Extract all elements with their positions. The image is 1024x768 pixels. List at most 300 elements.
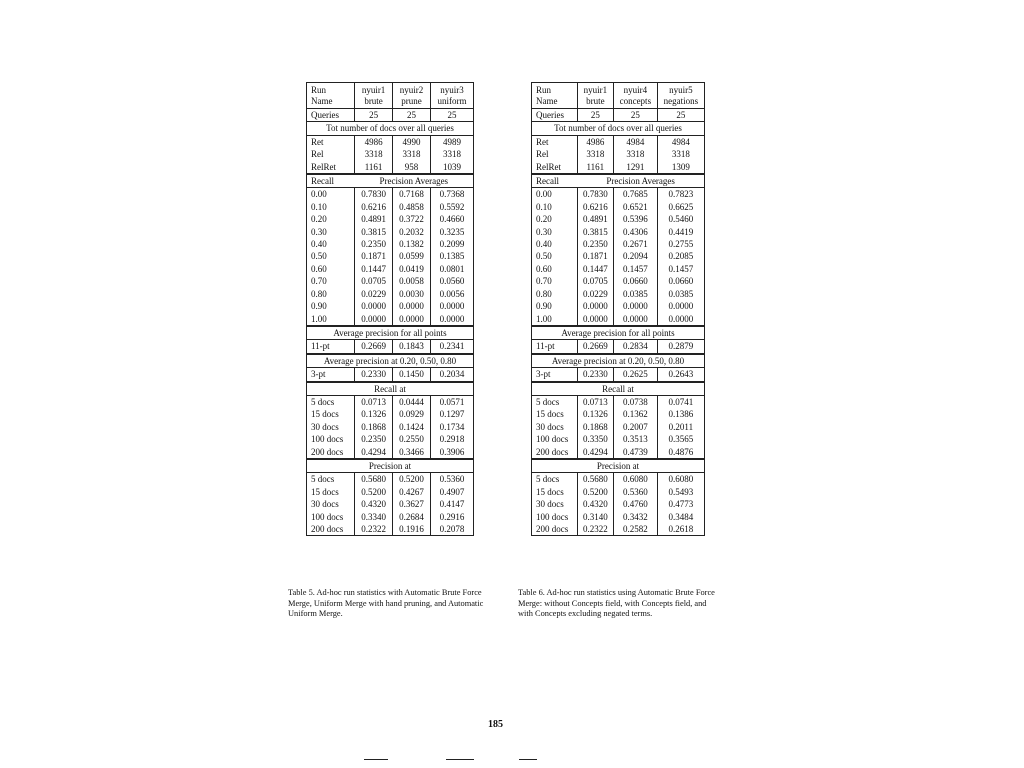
value-cell: 0.5592 [430, 201, 473, 213]
row-label: 15 docs [311, 486, 339, 497]
value-cell: 0.3432 [613, 511, 657, 523]
value-cell: 0.3140 [577, 511, 613, 523]
table-row [307, 368, 474, 382]
value-cell: 0.3815 [355, 226, 393, 238]
value-cell: 0.7685 [613, 188, 657, 201]
value-cell: 25 [355, 109, 393, 122]
value-cell: 0.1424 [393, 421, 431, 433]
value-cell: 0.2085 [657, 250, 704, 262]
value-cell: 0.2099 [430, 238, 473, 250]
value-cell: 0.0229 [577, 288, 613, 300]
value-cell: 0.1868 [355, 421, 393, 433]
value-cell: 0.1734 [430, 421, 473, 433]
row-label: 30 docs [536, 421, 564, 432]
value-cell: 0.6625 [657, 201, 704, 213]
value-cell: 1309 [657, 161, 704, 174]
value-cell: 0.0229 [355, 288, 393, 300]
queries-label: Queries [307, 109, 355, 122]
value-cell: 0.1868 [577, 421, 613, 433]
row-label: 5 docs [536, 396, 560, 407]
value-cell: 0.1297 [430, 408, 473, 420]
table-row [532, 486, 705, 498]
value-cell: 0.4858 [393, 201, 431, 213]
row-label: 200 docs [532, 523, 578, 536]
precision-at-section [307, 459, 474, 473]
value-cell: 0.1326 [577, 408, 613, 420]
table-row [307, 161, 474, 174]
table-row [307, 433, 474, 445]
value-cell: 0.2669 [577, 340, 613, 354]
table-row [532, 433, 705, 445]
run-sub: brute [586, 96, 605, 106]
value-cell: 3318 [657, 148, 704, 160]
value-cell: 0.4773 [657, 498, 704, 510]
run-column-header [430, 83, 473, 109]
run-sub: negations [663, 96, 699, 106]
value-cell: 3318 [577, 148, 613, 160]
table-row [307, 473, 474, 486]
value-cell: 0.7830 [355, 188, 393, 201]
value-cell: 0.4760 [613, 498, 657, 510]
row-label: 5 docs [311, 396, 335, 407]
value-cell: 0.0000 [430, 300, 473, 312]
value-cell: 0.7168 [393, 188, 431, 201]
value-cell: 0.0000 [613, 300, 657, 312]
table-row [532, 263, 705, 275]
precision-at-section-title: Precision at [307, 459, 474, 473]
value-cell: 0.2834 [613, 340, 657, 354]
value-cell: 1161 [577, 161, 613, 174]
value-cell: 0.2755 [657, 238, 704, 250]
value-cell: 0.0929 [393, 408, 431, 420]
value-cell: 0.0713 [577, 395, 613, 408]
value-cell: 0.2078 [430, 523, 473, 536]
table-5 [306, 82, 474, 536]
run-column-header [613, 83, 657, 109]
table-row [307, 300, 474, 312]
value-cell: 0.3513 [613, 433, 657, 445]
value-cell: 0.2032 [393, 226, 431, 238]
value-cell: 0.2618 [657, 523, 704, 536]
value-cell: 0.6080 [613, 473, 657, 486]
value-cell: 0.2350 [577, 238, 613, 250]
value-cell: 0.2322 [577, 523, 613, 536]
table-row [307, 263, 474, 275]
precision-averages-header [307, 174, 474, 188]
value-cell: 0.1916 [393, 523, 431, 536]
value-cell: 0.3722 [393, 213, 431, 225]
row-label: 1.00 [532, 313, 578, 326]
value-cell: 0.5360 [430, 473, 473, 486]
avg-all-section [307, 326, 474, 340]
value-cell: 0.2007 [613, 421, 657, 433]
value-cell: 0.3235 [430, 226, 473, 238]
footer-rule [446, 759, 474, 760]
value-cell: 0.5200 [355, 486, 393, 498]
value-cell: 0.3484 [657, 511, 704, 523]
value-cell: 0.0058 [393, 275, 431, 287]
run-name: nyuir1 [583, 85, 608, 95]
row-label: 100 docs [536, 434, 569, 445]
table-row [532, 135, 705, 148]
value-cell: 4989 [430, 135, 473, 148]
value-cell: 0.5680 [577, 473, 613, 486]
row-label: 30 docs [311, 421, 339, 432]
value-cell: 0.1843 [393, 340, 431, 354]
row-label: 0.50 [311, 251, 327, 262]
table-row [532, 395, 705, 408]
avg-all-section [532, 326, 705, 340]
value-cell: 0.6521 [613, 201, 657, 213]
value-cell: 0.4267 [393, 486, 431, 498]
recall-at-section [307, 382, 474, 396]
value-cell: 0.2341 [430, 340, 473, 354]
value-cell: 0.4891 [355, 213, 393, 225]
value-cell: 0.2350 [355, 433, 393, 445]
table-row [307, 498, 474, 510]
row-label: Ret [311, 136, 324, 147]
value-cell: 0.6216 [355, 201, 393, 213]
value-cell: 0.0705 [577, 275, 613, 287]
value-cell: 0.7823 [657, 188, 704, 201]
value-cell: 0.1450 [393, 368, 431, 382]
row-label: 0.40 [536, 239, 552, 250]
table-row [532, 368, 705, 382]
avg3-section-title: Average precision at 0.20, 0.50, 0.80 [307, 354, 474, 368]
value-cell: 0.1385 [430, 250, 473, 262]
value-cell: 0.0000 [430, 313, 473, 326]
avg3-section [532, 354, 705, 368]
table-5-caption: Table 5. Ad-hoc run statistics with Automatic Brute Force Merge, Uniform Merge with hand pruning, and Automatic Uniform Merge. [288, 588, 484, 618]
row-label: 0.10 [311, 201, 327, 212]
value-cell: 3318 [355, 148, 393, 160]
pt11-label: 11-pt [307, 340, 355, 354]
row-label: 100 docs [311, 511, 344, 522]
value-cell: 0.0738 [613, 395, 657, 408]
table-row [532, 300, 705, 312]
value-cell: 0.1871 [577, 250, 613, 262]
value-cell: 0.2094 [613, 250, 657, 262]
value-cell: 25 [613, 109, 657, 122]
value-cell: 0.2669 [355, 340, 393, 354]
row-label: Rel [536, 149, 549, 160]
value-cell: 0.2322 [355, 523, 393, 536]
value-cell: 0.1382 [393, 238, 431, 250]
value-cell: 0.0801 [430, 263, 473, 275]
table-row [307, 340, 474, 354]
recall-label: Recall [532, 174, 578, 188]
value-cell: 0.2671 [613, 238, 657, 250]
value-cell: 0.4294 [577, 446, 613, 459]
value-cell: 0.2034 [430, 368, 473, 382]
value-cell: 0.5396 [613, 213, 657, 225]
table-row [532, 288, 705, 300]
run-name-header [307, 83, 355, 109]
row-label: 0.70 [311, 276, 327, 287]
value-cell: 4986 [355, 135, 393, 148]
run-name-header [532, 83, 578, 109]
tot-docs-section-title: Tot number of docs over all queries [532, 122, 705, 135]
value-cell: 0.4891 [577, 213, 613, 225]
table-row [307, 226, 474, 238]
value-cell: 0.0660 [613, 275, 657, 287]
value-cell: 0.2582 [613, 523, 657, 536]
precision-averages-title: Precision Averages [577, 174, 704, 188]
row-label: 0.10 [536, 201, 552, 212]
row-label: 0.00 [311, 189, 327, 200]
table-row [532, 275, 705, 287]
value-cell: 0.2625 [613, 368, 657, 382]
row-label: 15 docs [536, 486, 564, 497]
table-row [532, 421, 705, 433]
table-row [307, 486, 474, 498]
table-row [532, 498, 705, 510]
header-label-line: Run [311, 85, 327, 95]
value-cell: 0.3565 [657, 433, 704, 445]
value-cell: 4984 [613, 135, 657, 148]
value-cell: 0.0705 [355, 275, 393, 287]
value-cell: 0.0599 [393, 250, 431, 262]
run-sub: concepts [619, 96, 652, 106]
table-row [307, 523, 474, 536]
value-cell: 0.6216 [577, 201, 613, 213]
precision-averages-header [532, 174, 705, 188]
row-label: 0.20 [536, 214, 552, 225]
run-sub: prune [401, 96, 422, 106]
value-cell: 25 [393, 109, 431, 122]
value-cell: 0.2916 [430, 511, 473, 523]
value-cell: 0.3815 [577, 226, 613, 238]
value-cell: 0.0000 [657, 300, 704, 312]
run-column-header [577, 83, 613, 109]
table-row [307, 213, 474, 225]
value-cell: 0.7830 [577, 188, 613, 201]
value-cell: 0.3627 [393, 498, 431, 510]
table-row [532, 188, 705, 201]
row-label: 30 docs [536, 499, 564, 510]
run-name: nyuir4 [623, 85, 648, 95]
table-row [307, 313, 474, 326]
table-row [307, 421, 474, 433]
value-cell: 0.0741 [657, 395, 704, 408]
row-label: RelRet [307, 161, 355, 174]
row-label: 100 docs [311, 434, 344, 445]
value-cell: 0.2330 [355, 368, 393, 382]
header-label-line: Name [311, 96, 333, 106]
pt11-label: 11-pt [532, 340, 578, 354]
row-label: 0.40 [311, 239, 327, 250]
table-row [307, 511, 474, 523]
table-row [307, 408, 474, 420]
row-label: Rel [311, 149, 324, 160]
value-cell: 0.0385 [657, 288, 704, 300]
table-row [307, 201, 474, 213]
row-label: 200 docs [307, 523, 355, 536]
value-cell: 25 [577, 109, 613, 122]
table-row [532, 511, 705, 523]
value-cell: 0.4739 [613, 446, 657, 459]
row-label: 5 docs [536, 474, 560, 485]
value-cell: 0.5200 [577, 486, 613, 498]
header-row [307, 83, 474, 109]
pt3-label: 3-pt [532, 368, 578, 382]
value-cell: 4986 [577, 135, 613, 148]
value-cell: 0.2550 [393, 433, 431, 445]
value-cell: 0.0000 [577, 313, 613, 326]
table-row [307, 395, 474, 408]
value-cell: 0.4876 [657, 446, 704, 459]
avg3-section-title: Average precision at 0.20, 0.50, 0.80 [532, 354, 705, 368]
value-cell: 0.3350 [577, 433, 613, 445]
header-label-line: Name [536, 96, 558, 106]
value-cell: 0.2643 [657, 368, 704, 382]
avg-all-section-title: Average precision for all points [532, 326, 705, 340]
value-cell: 1161 [355, 161, 393, 174]
value-cell: 0.4306 [613, 226, 657, 238]
precision-at-section-title: Precision at [532, 459, 705, 473]
row-label: 1.00 [307, 313, 355, 326]
run-sub: uniform [437, 96, 467, 106]
table-6 [531, 82, 705, 536]
table-row [532, 473, 705, 486]
table-row [307, 275, 474, 287]
table-row [532, 238, 705, 250]
tot-docs-section [307, 122, 474, 135]
value-cell: 0.1457 [657, 263, 704, 275]
table-row [307, 109, 474, 122]
value-cell: 0.0660 [657, 275, 704, 287]
row-label: 0.70 [536, 276, 552, 287]
value-cell: 3318 [613, 148, 657, 160]
row-label: 0.30 [311, 226, 327, 237]
value-cell: 1291 [613, 161, 657, 174]
value-cell: 0.4419 [657, 226, 704, 238]
value-cell: 0.1362 [613, 408, 657, 420]
row-label: RelRet [532, 161, 578, 174]
table-row [307, 148, 474, 160]
value-cell: 0.0000 [393, 313, 431, 326]
recall-at-section [532, 382, 705, 396]
table-row [532, 109, 705, 122]
run-column-header [355, 83, 393, 109]
table-row [532, 340, 705, 354]
page-number: 185 [488, 719, 503, 730]
table-row [532, 408, 705, 420]
tot-docs-section [532, 122, 705, 135]
row-label: 0.80 [311, 288, 327, 299]
run-column-header [393, 83, 431, 109]
table-row [532, 446, 705, 459]
footer-rule [364, 759, 388, 760]
value-cell: 0.0560 [430, 275, 473, 287]
footer-rule [519, 759, 537, 760]
run-name: nyuir5 [669, 85, 693, 95]
value-cell: 0.7368 [430, 188, 473, 201]
precision-at-section [532, 459, 705, 473]
value-cell: 0.5680 [355, 473, 393, 486]
value-cell: 0.0444 [393, 395, 431, 408]
table-row [307, 446, 474, 459]
row-label: 0.80 [536, 288, 552, 299]
value-cell: 0.2684 [393, 511, 431, 523]
row-label: 5 docs [311, 474, 335, 485]
row-label: Ret [536, 136, 549, 147]
row-label: 0.90 [311, 301, 327, 312]
value-cell: 1039 [430, 161, 473, 174]
value-cell: 0.3466 [393, 446, 431, 459]
value-cell: 0.0056 [430, 288, 473, 300]
table-row [307, 250, 474, 262]
value-cell: 0.2879 [657, 340, 704, 354]
value-cell: 0.4320 [355, 498, 393, 510]
row-label: 15 docs [311, 409, 339, 420]
value-cell: 0.5200 [393, 473, 431, 486]
table-6-caption: Table 6. Ad-hoc run statistics using Automatic Brute Force Merge: without Concepts field, with Concepts field, and with Concepts excluding negated terms. [518, 588, 715, 618]
row-label: 200 docs [532, 446, 578, 459]
run-name: nyuir1 [361, 85, 386, 95]
table-row [532, 148, 705, 160]
row-label: 15 docs [536, 409, 564, 420]
table-row [532, 523, 705, 536]
table-row [532, 201, 705, 213]
value-cell: 0.1386 [657, 408, 704, 420]
row-label: 0.90 [536, 301, 552, 312]
value-cell: 3318 [430, 148, 473, 160]
row-label: 0.50 [536, 251, 552, 262]
recall-label: Recall [307, 174, 355, 188]
avg-all-section-title: Average precision for all points [307, 326, 474, 340]
header-label-line: Run [536, 85, 552, 95]
row-label: 0.60 [536, 263, 552, 274]
table-row [532, 250, 705, 262]
value-cell: 0.0713 [355, 395, 393, 408]
row-label: 200 docs [307, 446, 355, 459]
value-cell: 0.0385 [613, 288, 657, 300]
recall-at-section-title: Recall at [532, 382, 705, 396]
value-cell: 0.4147 [430, 498, 473, 510]
table-row [307, 135, 474, 148]
run-name: nyuir2 [399, 85, 424, 95]
table-row [307, 188, 474, 201]
row-label: 0.30 [536, 226, 552, 237]
table-row [532, 213, 705, 225]
table-row [532, 313, 705, 326]
recall-at-section-title: Recall at [307, 382, 474, 396]
value-cell: 0.2918 [430, 433, 473, 445]
value-cell: 0.4320 [577, 498, 613, 510]
avg3-section [307, 354, 474, 368]
value-cell: 0.1326 [355, 408, 393, 420]
row-label: 30 docs [311, 499, 339, 510]
run-column-header [657, 83, 704, 109]
value-cell: 25 [657, 109, 704, 122]
value-cell: 0.0000 [577, 300, 613, 312]
pt3-label: 3-pt [307, 368, 355, 382]
value-cell: 0.0419 [393, 263, 431, 275]
value-cell: 0.1457 [613, 263, 657, 275]
row-label: 0.20 [311, 214, 327, 225]
value-cell: 0.4660 [430, 213, 473, 225]
value-cell: 0.3340 [355, 511, 393, 523]
value-cell: 4990 [393, 135, 431, 148]
tot-docs-section-title: Tot number of docs over all queries [307, 122, 474, 135]
value-cell: 0.5460 [657, 213, 704, 225]
value-cell: 958 [393, 161, 431, 174]
value-cell: 0.6080 [657, 473, 704, 486]
precision-averages-title: Precision Averages [355, 174, 474, 188]
value-cell: 25 [430, 109, 473, 122]
value-cell: 0.0000 [613, 313, 657, 326]
